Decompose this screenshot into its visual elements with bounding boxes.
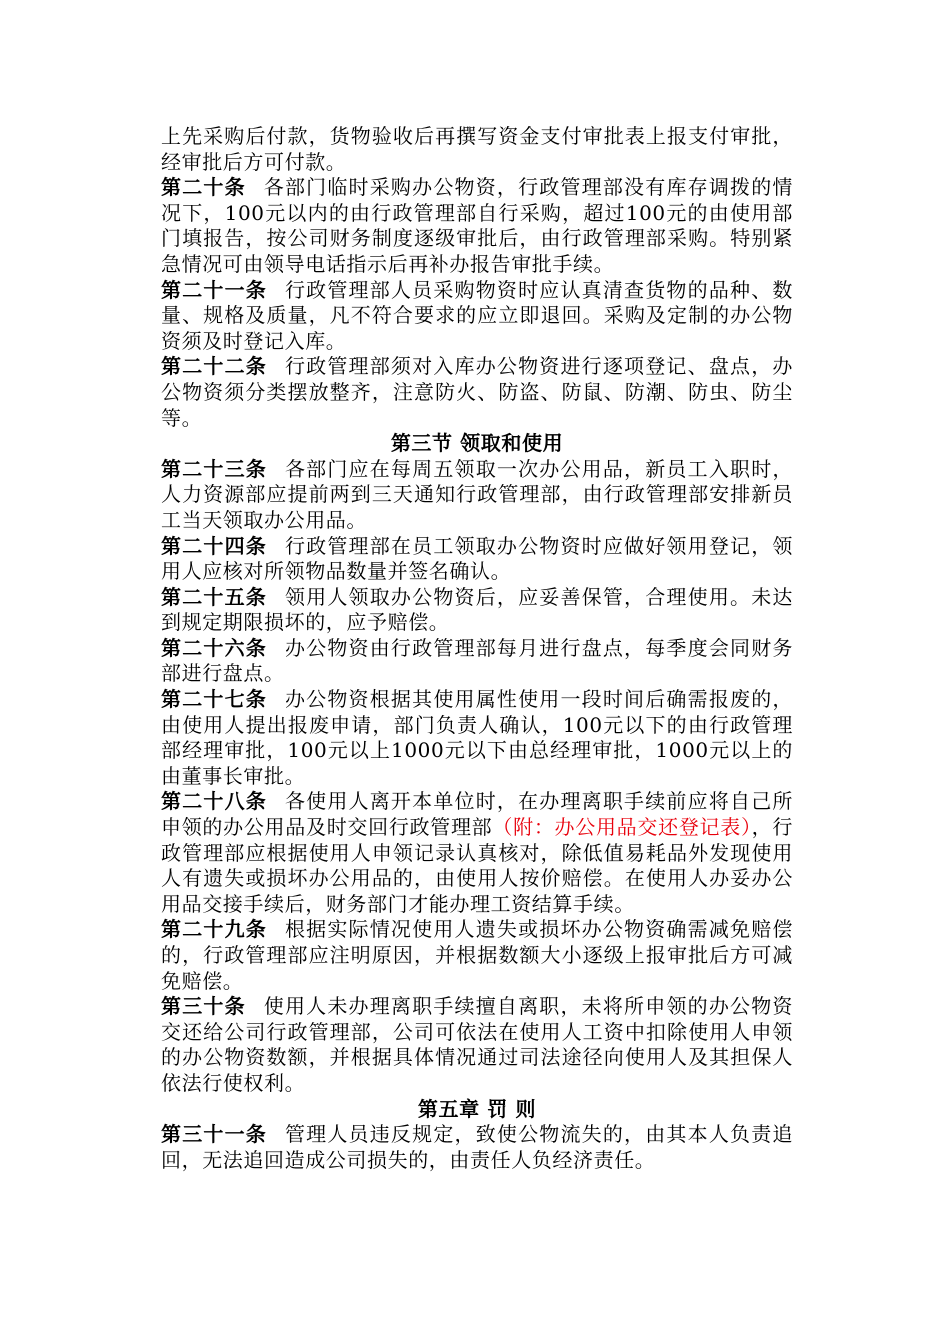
article-23	[161, 457, 793, 534]
article-text: 领用人领取办公物资后，应妥善保管，合理使用。未达到规定期限损坏的，应予赔偿。	[161, 584, 793, 635]
article-text-continued: ，行政管理部应根据使用人申领记录认真核对，除低值易耗品外发现使用人有遗失或损坏办公用品的，由使用人按价赔偿。在使用人办妥办公用品交接手续后，财务部门才能办理工资结算手续。	[161, 815, 793, 916]
article-number: 第三十一条	[161, 1122, 267, 1147]
article-26	[161, 636, 793, 687]
article-number: 第三十条	[161, 994, 246, 1019]
article-22	[161, 354, 793, 431]
article-number: 第二十二条	[161, 354, 267, 379]
article-29	[161, 917, 793, 994]
article-number: 第二十六条	[161, 635, 267, 660]
article-number: 第二十七条	[161, 687, 267, 712]
intro-paragraph: 上先采购后付款，货物验收后再撰写资金支付审批表上报支付审批，经审批后方可付款。	[161, 124, 793, 174]
article-25	[161, 585, 793, 636]
article-text: 行政管理部人员采购物资时应认真清查货物的品种、数量、规格及质量，凡不符合要求的应立即退回。采购及定制的办公物资须及时登记入库。	[161, 277, 793, 353]
article-24	[161, 534, 793, 585]
article-text: 行政管理部须对入库办公物资进行逐项登记、盘点，办公物资须分类摆放整齐，注意防火、防盗、防鼠、防潮、防虫、防尘等。	[161, 354, 793, 430]
article-number: 第二十一条	[161, 277, 267, 302]
article-28	[161, 789, 793, 917]
article-text: 根据实际情况使用人遗失或损坏办公物资确需减免赔偿的，行政管理部应注明原因，并根据数额大小逐级上报审批后方可减免赔偿。	[161, 917, 793, 993]
article-number: 第二十四条	[161, 533, 267, 558]
section-3-heading: 第三节 领取和使用	[390, 431, 564, 456]
article-text: 各使用人离开本单位时，在办理离职手续前应将自己所申领的办公用品及时交回行政管理部	[161, 789, 793, 840]
article-27	[161, 687, 793, 789]
article-text: 办公物资根据其使用属性使用一段时间后确需报废的，由使用人提出报废申请，部门负责人确认，100元以下的由行政管理部经理审批，100元以上1000元以下由总经理审批，1000元以上的由董事长审批。	[161, 687, 793, 788]
article-text: 各部门临时采购办公物资，行政管理部没有库存调拨的情况下，100元以内的由行政管理部自行采购，超过100元的由使用部门填报告，按公司财务制度逐级审批后，由行政管理部采购。特别紧急情况可由领导电话指示后再补办报告审批手续。	[161, 175, 794, 276]
article-text: 办公物资由行政管理部每月进行盘点，每季度会同财务部进行盘点。	[161, 635, 793, 686]
chapter-5-heading: 第五章 罚 则	[417, 1096, 537, 1121]
article-30	[161, 994, 793, 1096]
article-number: 第二十五条	[161, 584, 267, 609]
article-text: 管理人员违反规定，致使公物流失的，由其本人负责追回，无法追回造成公司损失的，由责任人负经济责任。	[161, 1122, 793, 1172]
article-31	[161, 1122, 793, 1173]
article-number: 第二十三条	[161, 456, 267, 481]
article-number: 第二十九条	[161, 917, 267, 942]
article-text: 使用人未办理离职手续擅自离职，未将所申领的办公物资交还给公司行政管理部，公司可依法在使用人工资中扣除使用人申领的办公物资数额，并根据具体情况通过司法途径向使用人及其担保人依法行使权利。	[161, 994, 794, 1095]
document-page	[161, 124, 793, 1173]
article-text: 各部门应在每周五领取一次办公用品，新员工入职时，人力资源部应提前两到三天通知行政管理部，由行政管理部安排新员工当天领取办公用品。	[161, 456, 793, 532]
article-text: 行政管理部在员工领取办公物资时应做好领用登记，领用人应核对所领物品数量并签名确认。	[161, 533, 793, 584]
article-number: 第二十八条	[161, 789, 267, 814]
article-21	[161, 278, 793, 355]
article-20	[161, 175, 793, 277]
attachment-reference: （附：办公用品交还登记表）	[492, 815, 752, 840]
article-number: 第二十条	[161, 175, 246, 200]
